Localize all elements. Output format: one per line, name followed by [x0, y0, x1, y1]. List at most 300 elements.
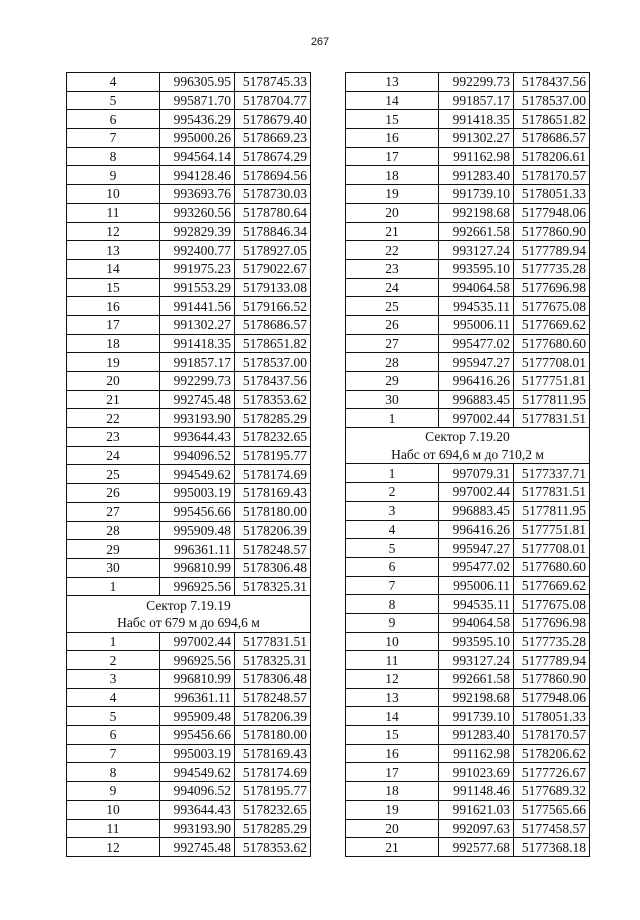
y-coordinate: 5177458.57: [514, 819, 590, 838]
point-number: 19: [67, 353, 160, 372]
y-coordinate: 5178206.61: [514, 147, 590, 166]
point-number: 19: [346, 800, 439, 819]
point-number: 9: [346, 613, 439, 632]
y-coordinate: 5177337.71: [514, 464, 590, 483]
y-coordinate: 5177696.98: [514, 613, 590, 632]
point-number: 28: [346, 353, 439, 372]
point-number: 22: [67, 409, 160, 428]
table-row: [346, 203, 590, 222]
y-coordinate: 5177708.01: [514, 539, 590, 558]
point-number: 25: [67, 465, 160, 484]
x-coordinate: 996883.45: [439, 501, 514, 520]
y-coordinate: 5177368.18: [514, 838, 590, 857]
table-row: [346, 501, 590, 520]
x-coordinate: 991857.17: [439, 91, 514, 110]
table-row: [346, 800, 590, 819]
y-coordinate: 5177831.51: [235, 632, 311, 651]
point-number: 6: [346, 557, 439, 576]
table-row: [67, 707, 311, 726]
sector-title-row: [346, 428, 590, 446]
y-coordinate: 5177669.62: [514, 315, 590, 334]
x-coordinate: 996305.95: [160, 73, 235, 92]
y-coordinate: 5177831.51: [514, 483, 590, 502]
point-number: 10: [346, 632, 439, 651]
point-number: 30: [67, 558, 160, 577]
y-coordinate: 5178169.43: [235, 744, 311, 763]
table-row: [67, 465, 311, 484]
x-coordinate: 995477.02: [439, 557, 514, 576]
table-row: [67, 688, 311, 707]
table-row: [67, 147, 311, 166]
point-number: 8: [67, 763, 160, 782]
x-coordinate: 991283.40: [439, 166, 514, 185]
y-coordinate: 5177751.81: [514, 372, 590, 391]
point-number: 18: [346, 166, 439, 185]
x-coordinate: 993595.10: [439, 259, 514, 278]
y-coordinate: 5178694.56: [235, 166, 311, 185]
point-number: 18: [346, 782, 439, 801]
point-number: 8: [67, 147, 160, 166]
x-coordinate: 995003.19: [160, 744, 235, 763]
y-coordinate: 5177735.28: [514, 632, 590, 651]
y-coordinate: 5177860.90: [514, 670, 590, 689]
y-coordinate: 5177680.60: [514, 557, 590, 576]
y-coordinate: 5179166.52: [235, 297, 311, 316]
x-coordinate: 994535.11: [439, 595, 514, 614]
point-number: 20: [67, 372, 160, 391]
table-row: [346, 259, 590, 278]
point-number: 20: [346, 819, 439, 838]
table-row: [67, 315, 311, 334]
y-coordinate: 5179133.08: [235, 278, 311, 297]
point-number: 2: [67, 651, 160, 670]
y-coordinate: 5178325.31: [235, 577, 311, 596]
table-row: [67, 428, 311, 447]
point-number: 9: [67, 782, 160, 801]
x-coordinate: 997079.31: [439, 464, 514, 483]
y-coordinate: 5178180.00: [235, 726, 311, 745]
point-number: 13: [346, 688, 439, 707]
point-number: 5: [346, 539, 439, 558]
y-coordinate: 5177860.90: [514, 222, 590, 241]
point-number: 1: [67, 632, 160, 651]
x-coordinate: 991739.10: [439, 185, 514, 204]
point-number: 17: [67, 315, 160, 334]
y-coordinate: 5177811.95: [514, 390, 590, 409]
table-row: [346, 782, 590, 801]
point-number: 16: [346, 129, 439, 148]
x-coordinate: 992577.68: [439, 838, 514, 857]
x-coordinate: 996810.99: [160, 558, 235, 577]
table-row: [67, 502, 311, 521]
table-row: [67, 73, 311, 92]
x-coordinate: 994564.14: [160, 147, 235, 166]
point-number: 4: [346, 520, 439, 539]
y-coordinate: 5178745.33: [235, 73, 311, 92]
table-row: [67, 670, 311, 689]
point-number: 7: [67, 744, 160, 763]
y-coordinate: 5178651.82: [235, 334, 311, 353]
table-row: [346, 278, 590, 297]
x-coordinate: 992745.48: [160, 390, 235, 409]
point-number: 24: [346, 278, 439, 297]
point-number: 9: [67, 166, 160, 185]
table-row: [346, 166, 590, 185]
table-row: [346, 315, 590, 334]
x-coordinate: 994549.62: [160, 465, 235, 484]
y-coordinate: 5178537.00: [514, 91, 590, 110]
point-number: 1: [67, 577, 160, 596]
table-row: [67, 409, 311, 428]
point-number: 21: [346, 222, 439, 241]
x-coordinate: 995947.27: [439, 353, 514, 372]
right-coordinates-table: [345, 72, 590, 857]
table-row: [67, 185, 311, 204]
y-coordinate: 5178206.62: [514, 744, 590, 763]
table-row: [67, 259, 311, 278]
y-coordinate: 5177735.28: [514, 259, 590, 278]
y-coordinate: 5178174.69: [235, 763, 311, 782]
table-row: [67, 222, 311, 241]
x-coordinate: 993693.76: [160, 185, 235, 204]
point-number: 14: [67, 259, 160, 278]
table-row: [67, 577, 311, 596]
point-number: 29: [346, 372, 439, 391]
x-coordinate: 994064.58: [439, 613, 514, 632]
point-number: 14: [346, 91, 439, 110]
table-row: [67, 129, 311, 148]
x-coordinate: 996925.56: [160, 577, 235, 596]
point-number: 10: [67, 185, 160, 204]
table-row: [67, 726, 311, 745]
x-coordinate: 992661.58: [439, 222, 514, 241]
point-number: 16: [346, 744, 439, 763]
point-number: 12: [67, 222, 160, 241]
table-row: [346, 819, 590, 838]
table-row: [67, 819, 311, 838]
y-coordinate: 5178248.57: [235, 540, 311, 559]
point-number: 28: [67, 521, 160, 540]
x-coordinate: 996883.45: [439, 390, 514, 409]
point-number: 29: [67, 540, 160, 559]
x-coordinate: 995947.27: [439, 539, 514, 558]
point-number: 2: [346, 483, 439, 502]
point-number: 26: [67, 484, 160, 503]
x-coordinate: 994096.52: [160, 782, 235, 801]
table-row: [346, 651, 590, 670]
y-coordinate: 5177675.08: [514, 297, 590, 316]
table-row: [67, 651, 311, 670]
y-coordinate: 5178674.29: [235, 147, 311, 166]
y-coordinate: 5177726.67: [514, 763, 590, 782]
x-coordinate: 995436.29: [160, 110, 235, 129]
y-coordinate: 5178232.65: [235, 428, 311, 447]
sector-subtitle-row: [67, 614, 311, 632]
y-coordinate: 5178780.64: [235, 203, 311, 222]
point-number: 24: [67, 446, 160, 465]
x-coordinate: 993644.43: [160, 428, 235, 447]
y-coordinate: 5177565.66: [514, 800, 590, 819]
point-number: 6: [67, 110, 160, 129]
y-coordinate: 5178679.40: [235, 110, 311, 129]
y-coordinate: 5178306.48: [235, 670, 311, 689]
point-number: 7: [346, 576, 439, 595]
table-row: [67, 521, 311, 540]
point-number: 6: [67, 726, 160, 745]
table-row: [346, 185, 590, 204]
y-coordinate: 5177789.94: [514, 651, 590, 670]
x-coordinate: 993193.90: [160, 819, 235, 838]
y-coordinate: 5178669.23: [235, 129, 311, 148]
x-coordinate: 995871.70: [160, 91, 235, 110]
x-coordinate: 995456.66: [160, 502, 235, 521]
y-coordinate: 5178051.33: [514, 707, 590, 726]
sector-subtitle-row: [346, 446, 590, 464]
x-coordinate: 991418.35: [160, 334, 235, 353]
table-row: [346, 670, 590, 689]
y-coordinate: 5177831.51: [514, 409, 590, 428]
x-coordinate: 993193.90: [160, 409, 235, 428]
y-coordinate: 5179022.67: [235, 259, 311, 278]
x-coordinate: 992299.73: [160, 372, 235, 391]
x-coordinate: 993127.24: [439, 241, 514, 260]
table-row: [346, 390, 590, 409]
x-coordinate: 993644.43: [160, 800, 235, 819]
y-coordinate: 5178195.77: [235, 782, 311, 801]
y-coordinate: 5178651.82: [514, 110, 590, 129]
table-row: [346, 91, 590, 110]
table-row: [346, 838, 590, 857]
x-coordinate: 995003.19: [160, 484, 235, 503]
table-row: [346, 334, 590, 353]
x-coordinate: 991302.27: [439, 129, 514, 148]
point-number: 1: [346, 464, 439, 483]
table-row: [346, 520, 590, 539]
y-coordinate: 5178195.77: [235, 446, 311, 465]
x-coordinate: 997002.44: [160, 632, 235, 651]
x-coordinate: 994128.46: [160, 166, 235, 185]
x-coordinate: 992097.63: [439, 819, 514, 838]
point-number: 12: [346, 670, 439, 689]
y-coordinate: 5178437.56: [514, 73, 590, 92]
x-coordinate: 991857.17: [160, 353, 235, 372]
y-coordinate: 5178325.31: [235, 651, 311, 670]
y-coordinate: 5177675.08: [514, 595, 590, 614]
y-coordinate: 5177669.62: [514, 576, 590, 595]
table-row: [67, 632, 311, 651]
x-coordinate: 992661.58: [439, 670, 514, 689]
y-coordinate: 5178353.62: [235, 390, 311, 409]
sector-title-row: [67, 596, 311, 614]
table-row: [67, 838, 311, 857]
y-coordinate: 5178180.00: [235, 502, 311, 521]
y-coordinate: 5178174.69: [235, 465, 311, 484]
y-coordinate: 5177689.32: [514, 782, 590, 801]
point-number: 23: [67, 428, 160, 447]
point-number: 11: [67, 203, 160, 222]
point-number: 15: [346, 110, 439, 129]
y-coordinate: 5178170.57: [514, 726, 590, 745]
x-coordinate: 993260.56: [160, 203, 235, 222]
point-number: 17: [346, 763, 439, 782]
page-number: 267: [310, 36, 330, 48]
y-coordinate: 5177948.06: [514, 688, 590, 707]
x-coordinate: 997002.44: [439, 483, 514, 502]
table-row: [346, 744, 590, 763]
point-number: 12: [67, 838, 160, 857]
x-coordinate: 991739.10: [439, 707, 514, 726]
x-coordinate: 995909.48: [160, 707, 235, 726]
table-row: [346, 726, 590, 745]
x-coordinate: 995477.02: [439, 334, 514, 353]
point-number: 20: [346, 203, 439, 222]
table-row: [346, 353, 590, 372]
table-row: [346, 688, 590, 707]
y-coordinate: 5178306.48: [235, 558, 311, 577]
x-coordinate: 994096.52: [160, 446, 235, 465]
y-coordinate: 5178704.77: [235, 91, 311, 110]
table-row: [67, 372, 311, 391]
point-number: 26: [346, 315, 439, 334]
x-coordinate: 991553.29: [160, 278, 235, 297]
point-number: 11: [67, 819, 160, 838]
y-coordinate: 5177948.06: [514, 203, 590, 222]
x-coordinate: 995456.66: [160, 726, 235, 745]
point-number: 3: [346, 501, 439, 520]
table-row: [67, 334, 311, 353]
y-coordinate: 5178248.57: [235, 688, 311, 707]
x-coordinate: 996925.56: [160, 651, 235, 670]
table-row: [67, 744, 311, 763]
y-coordinate: 5178686.57: [514, 129, 590, 148]
y-coordinate: 5178686.57: [235, 315, 311, 334]
point-number: 23: [346, 259, 439, 278]
x-coordinate: 996810.99: [160, 670, 235, 689]
point-number: 19: [346, 185, 439, 204]
table-row: [346, 483, 590, 502]
x-coordinate: 992400.77: [160, 241, 235, 260]
table-row: [67, 166, 311, 185]
table-row: [346, 147, 590, 166]
point-number: 4: [67, 688, 160, 707]
y-coordinate: 5178927.05: [235, 241, 311, 260]
x-coordinate: 995909.48: [160, 521, 235, 540]
x-coordinate: 992198.68: [439, 688, 514, 707]
x-coordinate: 992299.73: [439, 73, 514, 92]
point-number: 3: [67, 670, 160, 689]
y-coordinate: 5178437.56: [235, 372, 311, 391]
point-number: 13: [346, 73, 439, 92]
x-coordinate: 991148.46: [439, 782, 514, 801]
table-row: [67, 540, 311, 559]
table-row: [346, 613, 590, 632]
y-coordinate: 5178285.29: [235, 819, 311, 838]
table-row: [67, 800, 311, 819]
y-coordinate: 5178051.33: [514, 185, 590, 204]
point-number: 22: [346, 241, 439, 260]
point-number: 17: [346, 147, 439, 166]
x-coordinate: 991162.98: [439, 147, 514, 166]
x-coordinate: 991975.23: [160, 259, 235, 278]
table-row: [346, 576, 590, 595]
table-row: [346, 464, 590, 483]
y-coordinate: 5178285.29: [235, 409, 311, 428]
point-number: 5: [67, 91, 160, 110]
y-coordinate: 5178206.39: [235, 521, 311, 540]
table-row: [346, 595, 590, 614]
table-row: [67, 110, 311, 129]
table-row: [346, 632, 590, 651]
x-coordinate: 996361.11: [160, 540, 235, 559]
left-coordinates-table: [66, 72, 311, 857]
table-row: [346, 557, 590, 576]
point-number: 15: [67, 278, 160, 297]
table-row: [67, 484, 311, 503]
x-coordinate: 994535.11: [439, 297, 514, 316]
point-number: 11: [346, 651, 439, 670]
table-row: [67, 353, 311, 372]
sector-title: Сектор 7.19.20: [346, 428, 590, 446]
y-coordinate: 5177708.01: [514, 353, 590, 372]
table-row: [346, 241, 590, 260]
point-number: 30: [346, 390, 439, 409]
table-row: [67, 278, 311, 297]
x-coordinate: 995000.26: [160, 129, 235, 148]
point-number: 5: [67, 707, 160, 726]
point-number: 18: [67, 334, 160, 353]
table-row: [346, 763, 590, 782]
table-row: [346, 222, 590, 241]
point-number: 21: [67, 390, 160, 409]
x-coordinate: 991418.35: [439, 110, 514, 129]
x-coordinate: 992829.39: [160, 222, 235, 241]
point-number: 15: [346, 726, 439, 745]
x-coordinate: 997002.44: [439, 409, 514, 428]
x-coordinate: 991162.98: [439, 744, 514, 763]
y-coordinate: 5177696.98: [514, 278, 590, 297]
table-row: [67, 91, 311, 110]
y-coordinate: 5178169.43: [235, 484, 311, 503]
table-row: [346, 129, 590, 148]
table-row: [346, 539, 590, 558]
point-number: 16: [67, 297, 160, 316]
y-coordinate: 5178232.65: [235, 800, 311, 819]
table-row: [346, 73, 590, 92]
point-number: 1: [346, 409, 439, 428]
table-row: [67, 390, 311, 409]
y-coordinate: 5177680.60: [514, 334, 590, 353]
x-coordinate: 996361.11: [160, 688, 235, 707]
point-number: 4: [67, 73, 160, 92]
point-number: 14: [346, 707, 439, 726]
point-number: 27: [67, 502, 160, 521]
x-coordinate: 992745.48: [160, 838, 235, 857]
point-number: 25: [346, 297, 439, 316]
table-row: [67, 782, 311, 801]
y-coordinate: 5178353.62: [235, 838, 311, 857]
table-row: [346, 707, 590, 726]
y-coordinate: 5177789.94: [514, 241, 590, 260]
x-coordinate: 996416.26: [439, 520, 514, 539]
y-coordinate: 5177811.95: [514, 501, 590, 520]
table-row: [346, 409, 590, 428]
x-coordinate: 993127.24: [439, 651, 514, 670]
sector-depth-range: Набс от 679 м до 694,6 м: [67, 614, 311, 632]
table-row: [67, 297, 311, 316]
point-number: 10: [67, 800, 160, 819]
table-row: [346, 297, 590, 316]
x-coordinate: 991302.27: [160, 315, 235, 334]
